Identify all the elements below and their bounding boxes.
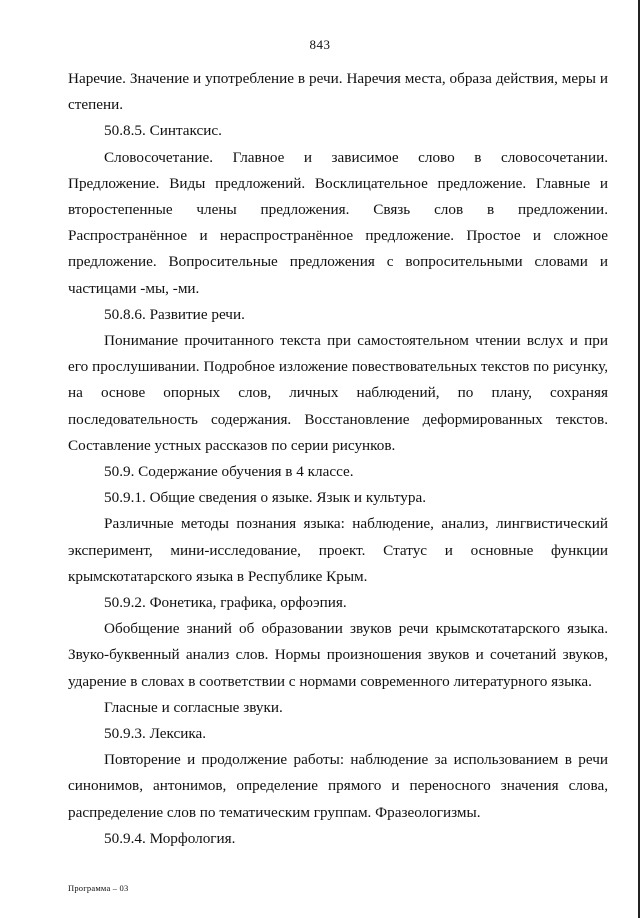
paragraph-lexicon: Повторение и продолжение работы: наблюдение за использованием в речи синонимов, антонимов, определение прямого и переносного значения слова, распределение слов по тематическим группам. Фразеологизмы. bbox=[68, 751, 608, 821]
page-footer: Программа – 03 bbox=[68, 883, 129, 893]
paragraph-language-methods: Различные методы познания языка: наблюдение, анализ, лингвистический эксперимент, мини-исследование, проект. Статус и основные функции крымскотатарского языка в Республике Крым. bbox=[68, 515, 608, 585]
section-heading-lexicon: 50.9.3. Лексика. bbox=[104, 725, 207, 743]
paragraph-vowels-consonants: Гласные и согласные звуки. bbox=[104, 698, 283, 716]
paragraph-phonetics: Обобщение знаний об образовании звуков речи крымскотатарского языка. Звуко-буквенный анализ слов. Нормы произношения звуков и сочетаний звуков, ударение в словах в соответствии с нормами современного литературного языка. bbox=[68, 620, 608, 690]
paragraph-syntax: Словосочетание. Главное и зависимое слово в словосочетании. Предложение. Виды предложений. Восклицательное предложение. Главные и второстепенные члены предложения. Связь слов в предложении. Распространённое и нераспространённое предложение. Простое и сложное предложение. Вопросительные предложения с вопросительными словами и частицами -мы, -ми. bbox=[68, 148, 608, 297]
page-number: 843 bbox=[309, 37, 331, 52]
paragraph-adverbs: Наречие. Значение и употребление в речи. Наречия места, образа действия, меры и степени. bbox=[68, 70, 608, 114]
section-heading-grade-4: 50.9. Содержание обучения в 4 классе. bbox=[104, 463, 354, 481]
section-heading-syntax: 50.8.5. Синтаксис. bbox=[104, 122, 222, 140]
section-heading-morphology: 50.9.4. Морфология. bbox=[104, 829, 236, 847]
paragraph-speech-development: Понимание прочитанного текста при самостоятельном чтении вслух и при его прослушивании. Подробное изложение повествовательных текстов по рисунку, на основе опорных слов, личных наблюдений, по плану, сохраняя последовательность содержания. Восстановление деформированных текстов. Составление устных рассказов по серии рисунков. bbox=[68, 332, 608, 454]
section-heading-speech-development: 50.8.6. Развитие речи. bbox=[104, 305, 245, 323]
document-body bbox=[68, 66, 608, 852]
section-heading-language-culture: 50.9.1. Общие сведения о языке. Язык и культура. bbox=[104, 489, 427, 507]
section-heading-phonetics: 50.9.2. Фонетика, графика, орфоэпия. bbox=[104, 594, 347, 612]
